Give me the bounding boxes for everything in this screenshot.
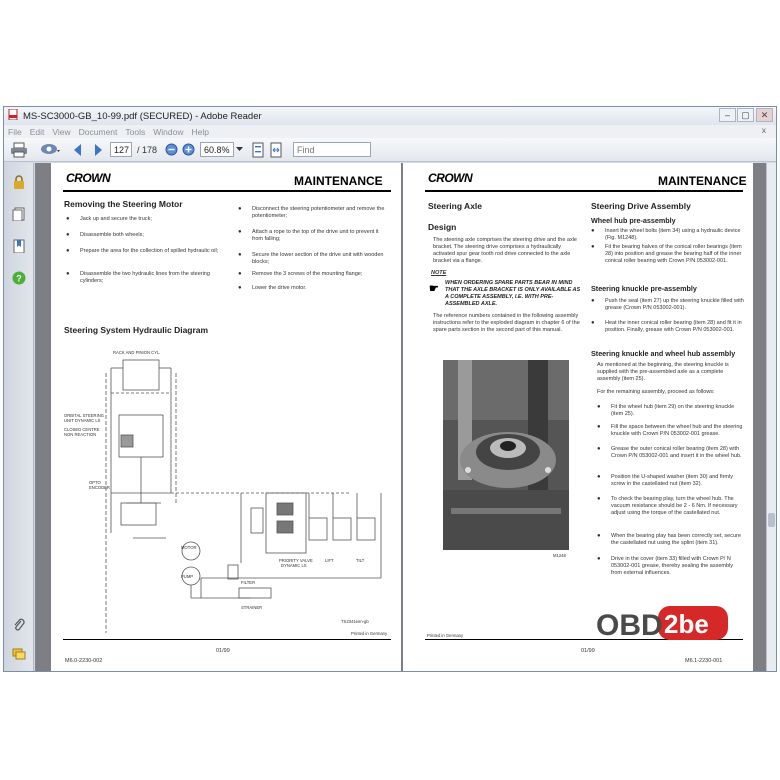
zoom-input[interactable]: 60.8% <box>200 142 234 157</box>
toolbar <box>4 138 776 162</box>
window-title: MS-SC3000-GB_10-99.pdf (SECURED) - Adobe Reader <box>23 110 262 122</box>
assembly-photo <box>443 360 569 550</box>
header-rule <box>63 190 391 192</box>
list-item: ● Lower the drive motor. <box>238 285 307 291</box>
remaining-text: For the remaining assembly, proceed as follows: <box>597 389 715 395</box>
list-item: ● Fill the space between the wheel hub and the steering knuckle with Crown P/N 053002-001 grease. <box>597 424 743 437</box>
list-item: ● Drive in the cover (item 33) filled with Crown P/ N 053002-001 grease, thereby sealing the assembly from external influences. <box>597 556 733 576</box>
list-item: ● Heat the inner conical roller bearing (item 28) and fit it in position. Finally, grease with Crown P/N 053002-001. <box>591 320 742 333</box>
knuckle-pre-title: Steering knuckle pre-assembly <box>591 284 697 293</box>
photo-caption: M1248 <box>553 553 566 558</box>
menu-bar <box>4 125 776 138</box>
page-number-input[interactable]: 127 <box>110 142 132 157</box>
left-printed: Printed in Germany <box>351 631 388 636</box>
list-item: ● Disassemble the two hydraulic lines from the steering cylinders; <box>66 271 210 284</box>
list-item: ● Fit the bearing halves of the conical roller bearings (item 28) into position and grease the bearing half of the inner conical roller bearing with Crown P/N 053002-001. <box>591 244 742 264</box>
label-filter: FILTER <box>241 580 256 585</box>
fit-page-icon[interactable] <box>251 141 265 159</box>
label-pump: PUMP <box>181 574 194 579</box>
bookmarks-icon[interactable] <box>12 239 26 253</box>
note-text: WHEN ORDERING SPARE PARTS BEAR IN MIND THAT THE AXLE BRACKET IS ONLY AVAILABLE AS A COMPLETE ASSEMBLY, I.E. WITH PRE-ASSEMBLED AXLE. <box>445 280 581 307</box>
obd2be-watermark-logo <box>594 604 734 644</box>
menu-window[interactable]: Window <box>153 126 184 137</box>
right-printed: Printed in Germany <box>427 633 464 638</box>
reference-text: The reference numbers contained in the following assembly instructions refer to the exploded diagram in chapter 6 of the spare parts section in the second part of this manual. <box>433 313 580 333</box>
right-date: 01/99 <box>581 648 595 654</box>
list-item: ● Remove the 3 screws of the mounting flange; <box>238 271 363 277</box>
label-orbital: ORBITAL STEERING <box>64 413 105 418</box>
close-button[interactable]: ✕ <box>756 108 773 122</box>
vertical-scrollbar[interactable] <box>766 163 776 672</box>
svg-text:OBD: OBD <box>596 609 663 642</box>
pages-icon[interactable] <box>12 207 26 221</box>
label-lift: LIFT <box>325 558 334 563</box>
list-item: ● Grease the outer conical roller bearing (item 28) with Crown P/N 053002-001 and insert it in the wheel hub. <box>597 446 742 459</box>
label-strainer: STRAINER <box>241 605 263 610</box>
zoom-dropdown-chevron-icon[interactable] <box>235 141 243 159</box>
header-rule <box>425 190 743 192</box>
title-bar <box>4 107 776 125</box>
svg-text:?: ? <box>16 273 22 284</box>
close-document-x[interactable]: x <box>761 125 766 135</box>
label-tilt: TILT <box>356 558 365 563</box>
list-item: ● Attach a rope to the top of the drive unit to prevent it from falling; <box>238 229 379 242</box>
wheel-hub-pre-title: Wheel hub pre-assembly <box>591 216 676 225</box>
zoom-in-icon[interactable] <box>182 141 195 159</box>
list-item: ● Position the U-shaped washer (item 30) and firmly screw in the castellated nut (item 32). <box>597 474 733 487</box>
zoom-out-icon[interactable] <box>165 141 178 159</box>
right-code: M6.1-2230-001 <box>685 658 723 664</box>
adobe-reader-window <box>3 106 777 672</box>
label-motor: MOTOR <box>181 545 197 550</box>
left-date: 01/99 <box>216 648 230 654</box>
maximize-button[interactable]: ▢ <box>737 108 754 122</box>
diagram-title: Steering System Hydraulic Diagram <box>64 325 209 335</box>
fit-width-icon[interactable] <box>269 141 283 159</box>
page-total: / 178 <box>137 144 158 155</box>
previous-page-icon[interactable] <box>72 141 86 159</box>
design-text: The steering axle comprises the steering drive and the axle bracket. The steering drive comprises a hydraulically activated spur gear tooth rod drive connected to the axle bracket via a flange. <box>433 237 577 264</box>
menu-view[interactable]: View <box>52 126 71 137</box>
svg-text:2be: 2be <box>664 609 709 639</box>
svg-text:ENCODER: ENCODER <box>89 485 110 490</box>
warning-icon: ☛ <box>429 283 439 295</box>
crown-logo: CROWN <box>66 171 111 185</box>
list-item: ● Secure the lower section of the drive unit with wooden blocks; <box>238 252 384 265</box>
minimize-button[interactable]: – <box>719 108 736 122</box>
removing-title: Removing the Steering Motor <box>64 199 183 209</box>
menu-file[interactable]: File <box>8 126 22 137</box>
label-ref: TS2341eirn-gb <box>341 619 369 624</box>
list-item: ● Fit the wheel hub (item 29) on the steering knuckle (item 25). <box>597 404 735 417</box>
right-page <box>403 163 753 672</box>
list-item: ● Prepare the area for the collection of spilled hydraulic oil; <box>66 248 219 254</box>
list-item: ● Push the seal (item 27) up the steering knuckle filled with grease (Crown P/N 053002-001). <box>591 298 744 311</box>
left-page-header: MAINTENANCE <box>294 174 383 188</box>
label-priority: PRIORITY VALVE <box>279 558 313 563</box>
left-code: M6.0-2230-002 <box>65 658 103 664</box>
scrollbar-thumb[interactable] <box>768 513 775 527</box>
review-icon[interactable] <box>40 141 62 159</box>
document-area[interactable] <box>35 163 768 672</box>
menu-tools[interactable]: Tools <box>125 126 146 137</box>
left-page <box>51 163 401 672</box>
knuckle-wheel-intro: As mentioned at the beginning, the steering knuckle is supplied with the pre-assembled axle as a complete assembly (item 25). <box>597 362 729 382</box>
list-item: ● Jack up and secure the truck; <box>66 216 152 222</box>
steering-axle-title: Steering Axle <box>428 201 483 211</box>
note-label: NOTE <box>431 270 447 276</box>
list-item: ● Disconnect the steering potentiometer and remove the potentiometer; <box>238 206 385 219</box>
assembly-title: Steering Drive Assembly <box>591 201 691 211</box>
security-lock-icon[interactable] <box>12 175 26 189</box>
help-icon[interactable] <box>12 271 26 285</box>
label-opto: OPTO <box>89 480 101 485</box>
list-item: ● Disassemble both wheels; <box>66 232 144 238</box>
menu-help[interactable]: Help <box>191 126 209 137</box>
list-item: ● To check the bearing play, turn the wheel hub. The vacuum resistance should be 2 - 6 Nm. If necessary adjust using the torque of the castellated nut. <box>597 496 738 516</box>
menu-document[interactable]: Document <box>78 126 118 137</box>
hydraulic-diagram <box>51 343 401 633</box>
svg-text:NON REACTION: NON REACTION <box>64 432 97 437</box>
menu-edit[interactable]: Edit <box>29 126 45 137</box>
list-item: ● Insert the wheel bolts (item 34) using a hydraulic device (Fig. M1248). <box>591 228 741 241</box>
knuckle-wheel-title: Steering knuckle and wheel hub assembly <box>591 349 736 358</box>
attachment-paperclip-icon[interactable] <box>12 618 26 632</box>
label-closed: CLOSED CENTRE <box>64 427 100 432</box>
pdf-app-icon <box>8 109 19 123</box>
design-title: Design <box>428 222 457 232</box>
comments-icon[interactable] <box>12 647 26 661</box>
svg-text:UNIT DYNAMIC LS: UNIT DYNAMIC LS <box>64 418 101 423</box>
footer-rule <box>63 639 391 640</box>
right-page-header: MAINTENANCE <box>658 174 747 188</box>
svg-text:DYNAMIC LS: DYNAMIC LS <box>281 563 307 568</box>
navigation-sidebar <box>4 163 34 672</box>
list-item: ● When the bearing play has been correctly set, secure the castellated nut using the splint (item 31). <box>597 533 741 546</box>
next-page-icon[interactable] <box>90 141 104 159</box>
crown-logo: CROWN <box>428 171 473 185</box>
label-rack: RACK AND PINION CYL. <box>113 350 161 355</box>
find-input[interactable]: Find <box>293 142 371 157</box>
print-icon[interactable] <box>10 141 28 159</box>
